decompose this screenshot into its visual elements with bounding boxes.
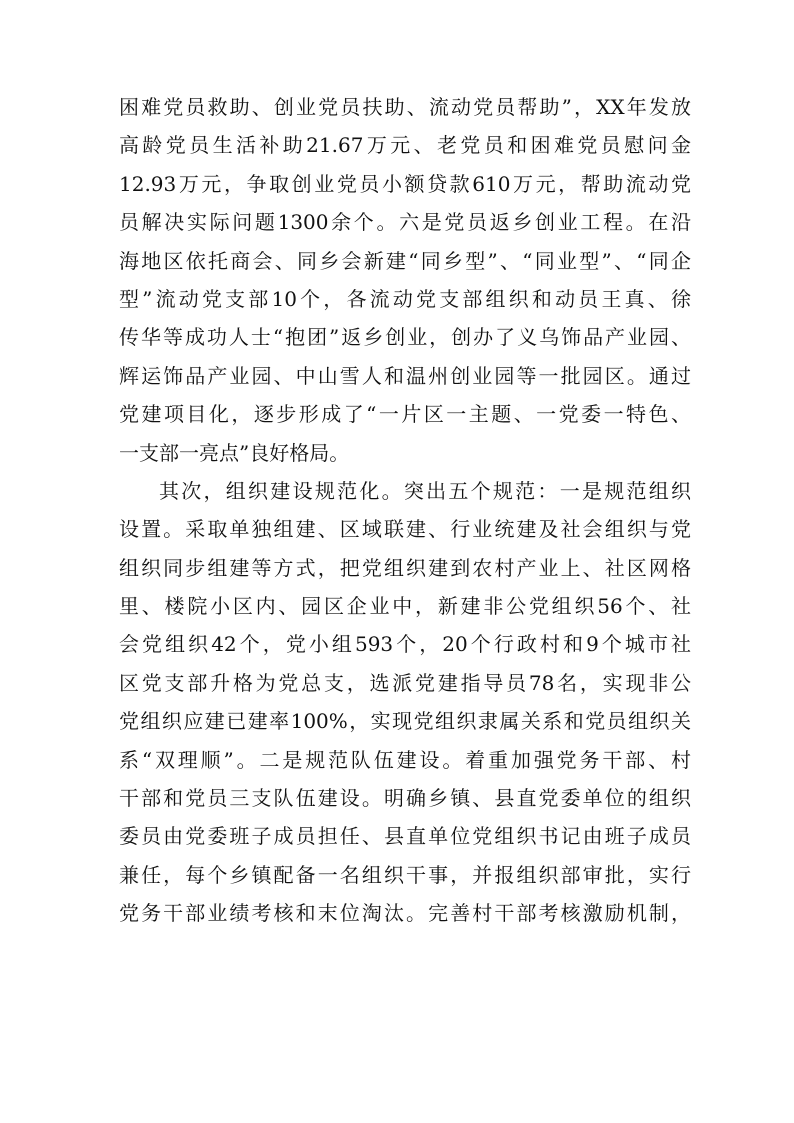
text-line: 区党支部升格为党总支，选派党建指导员78名，实现非公: [119, 670, 691, 695]
text-line: 高龄党员生活补助21.67万元、老党员和困难党员慰问金: [119, 133, 691, 158]
text-line: 兼任，每个乡镇配备一名组织干事，并报组织部审批，实行: [119, 862, 691, 887]
text-line: 组织同步组建等方式，把党组织建到农村产业上、社区网格: [119, 555, 691, 580]
text-line: 干部和党员三支队伍建设。明确乡镇、县直党委单位的组织: [119, 786, 691, 811]
text-line: 员解决实际问题1300余个。六是党员返乡创业工程。在沿: [119, 210, 691, 235]
text-line: 系“双理顺”。二是规范队伍建设。着重加强党务干部、村: [119, 747, 691, 772]
text-line: 海地区依托商会、同乡会新建“同乡型”、“同业型”、“同企: [119, 248, 691, 273]
body-text: [119, 88, 691, 933]
text-line: 12.93万元，争取创业党员小额贷款610万元，帮助流动党: [119, 171, 691, 196]
text-line: 会党组织42个，党小组593个，20个行政村和9个城市社: [119, 632, 691, 657]
text-line: 里、楼院小区内、园区企业中，新建非公党组织56个、社: [119, 594, 691, 619]
text-line: 委员由党委班子成员担任、县直单位党组织书记由班子成员: [119, 824, 691, 849]
text-line: 党建项目化，逐步形成了“一片区一主题、一党委一特色、: [119, 402, 691, 427]
text-line: 型”流动党支部10个，各流动党支部组织和动员王真、徐: [119, 286, 691, 311]
text-line: 传华等成功人士“抱团”返乡创业，创办了义乌饰品产业园、: [119, 325, 691, 350]
text-line: 辉运饰品产业园、中山雪人和温州创业园等一批园区。通过: [119, 363, 691, 388]
text-line: 困难党员救助、创业党员扶助、流动党员帮助”，XX年发放: [119, 95, 691, 119]
text-line: 党务干部业绩考核和末位淘汰。完善村干部考核激励机制，: [119, 901, 691, 926]
text-line: 设置。采取单独组建、区域联建、行业统建及社会组织与党: [119, 517, 691, 542]
text-line: 党组织应建已建率100%，实现党组织隶属关系和党员组织关: [119, 709, 691, 734]
paragraph-start-line: 其次，组织建设规范化。突出五个规范：一是规范组织: [159, 478, 691, 503]
text-line: 一支部一亮点”良好格局。: [119, 440, 350, 465]
